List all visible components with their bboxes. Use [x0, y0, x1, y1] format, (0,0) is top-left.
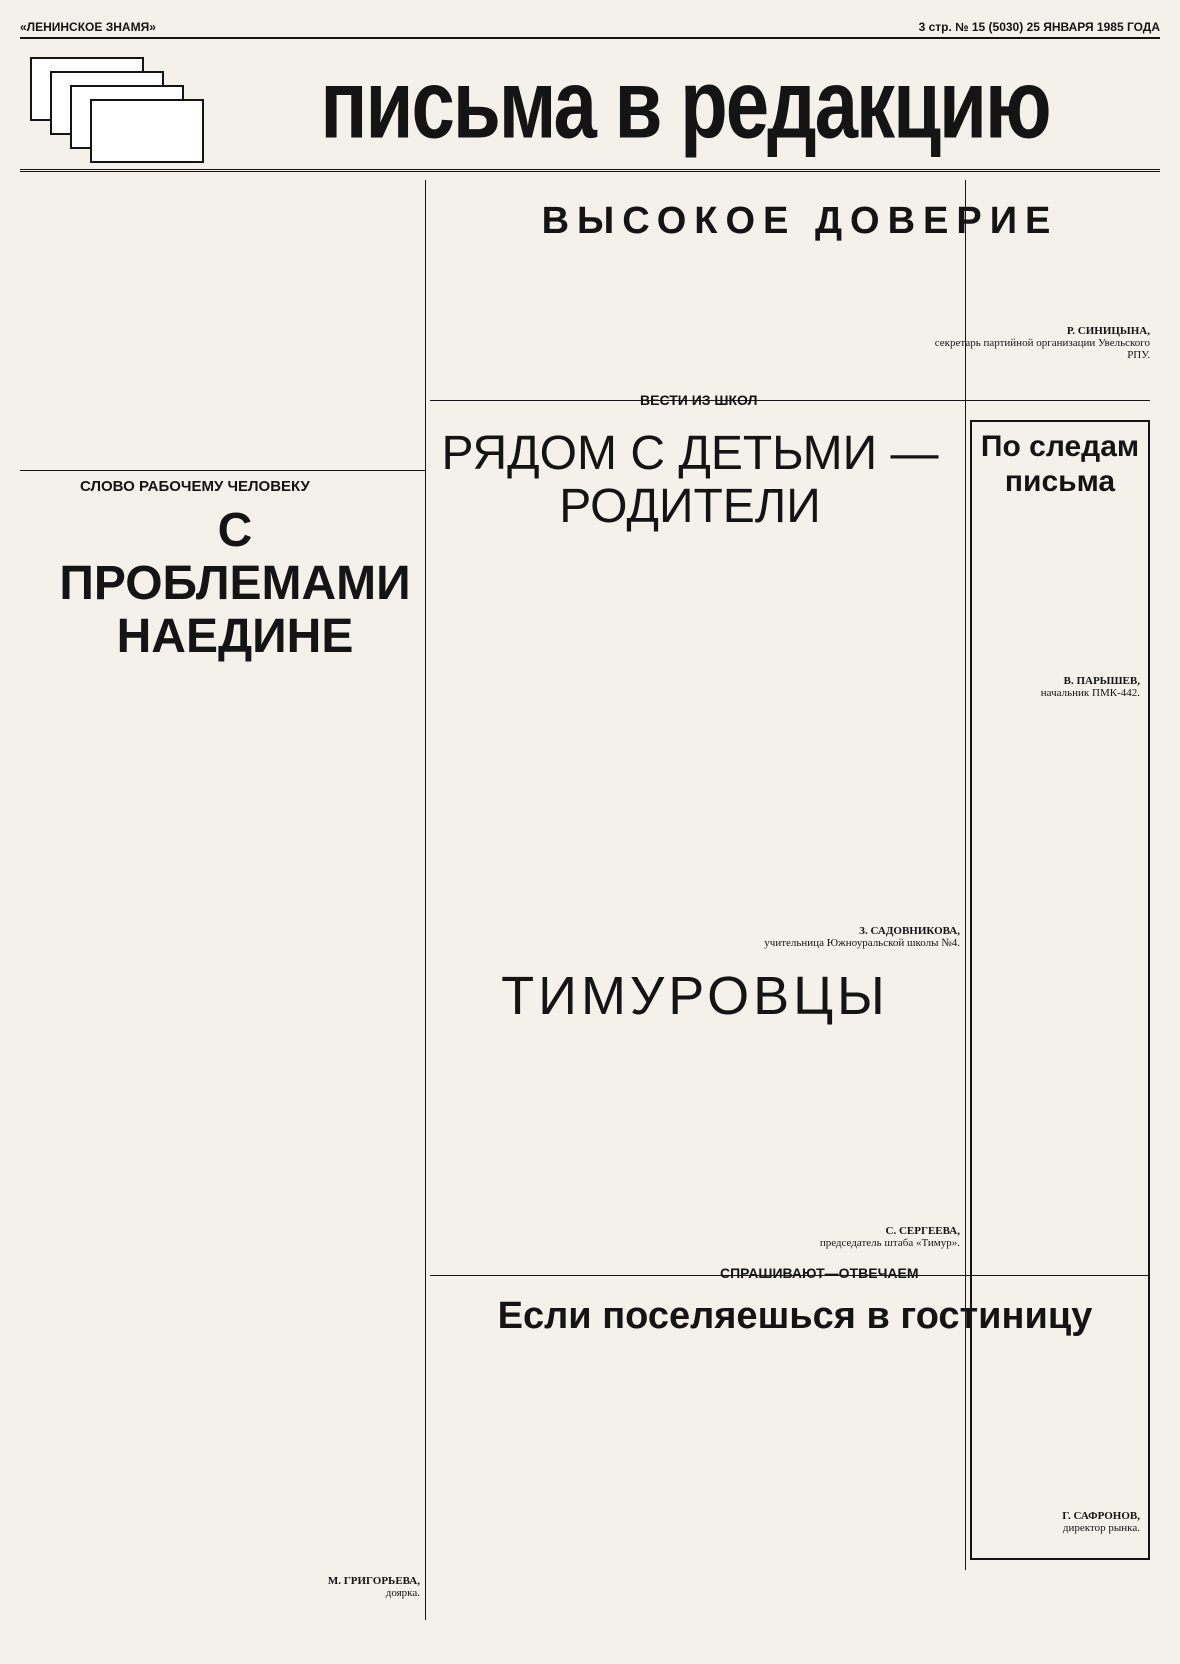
masthead-paper-name: «ЛЕНИНСКОЕ ЗНАМЯ»	[20, 20, 156, 34]
timur-signature: С. СЕРГЕЕВА, председатель штаба «Тимур».	[819, 1225, 960, 1249]
vesti-rubric: ВЕСТИ ИЗ ШКОЛ	[640, 392, 758, 408]
sledam-title: По следам письма	[980, 430, 1140, 498]
column-divider	[965, 180, 966, 1570]
newspaper-page	[20, 20, 1160, 1624]
doverie-signature: Р. СИНИЦЫНА, секретарь партийной организации Увельского РПУ.	[934, 325, 1150, 361]
section-divider	[430, 1275, 1150, 1276]
vesti-title: РЯДОМ С ДЕТЬМИ — РОДИТЕЛИ	[441, 427, 939, 533]
slovo-signature: М. ГРИГОРЬЕВА, доярка.	[327, 1575, 420, 1599]
banner	[20, 39, 1160, 172]
column-divider	[425, 180, 426, 1620]
envelopes-illustration	[20, 49, 210, 159]
gost-rubric: СПРАШИВАЮТ—ОТВЕЧАЕМ	[720, 1265, 919, 1281]
section-divider	[20, 470, 425, 471]
masthead-issue-info: 3 стр. № 15 (5030) 25 ЯНВАРЯ 1985 ГОДА	[918, 20, 1160, 34]
sledam-signature-1: В. ПАРЫШЕВ, начальник ПМК-442.	[1040, 675, 1140, 699]
section-divider	[430, 400, 1150, 401]
masthead	[20, 20, 1160, 39]
vesti-signature: З. САДОВНИКОВА, учительница Южноуральской школы №4.	[764, 925, 960, 949]
timur-title: ТИМУРОВЦЫ	[501, 966, 889, 1026]
slovo-title: С ПРОБЛЕМАМИ НАЕДИНЕ	[59, 504, 411, 663]
banner-title: письма в редакцию	[320, 48, 1050, 159]
gost-title: Если поселяешься в гостиницу	[497, 1295, 1093, 1337]
slovo-rubric: СЛОВО РАБОЧЕМУ ЧЕЛОВЕКУ	[80, 478, 310, 495]
doverie-title: ВЫСОКОЕ ДОВЕРИЕ	[541, 200, 1059, 242]
sledam-signature-2: Г. САФРОНОВ, директор рынка.	[1062, 1510, 1140, 1534]
sledam-box	[970, 420, 1150, 1560]
